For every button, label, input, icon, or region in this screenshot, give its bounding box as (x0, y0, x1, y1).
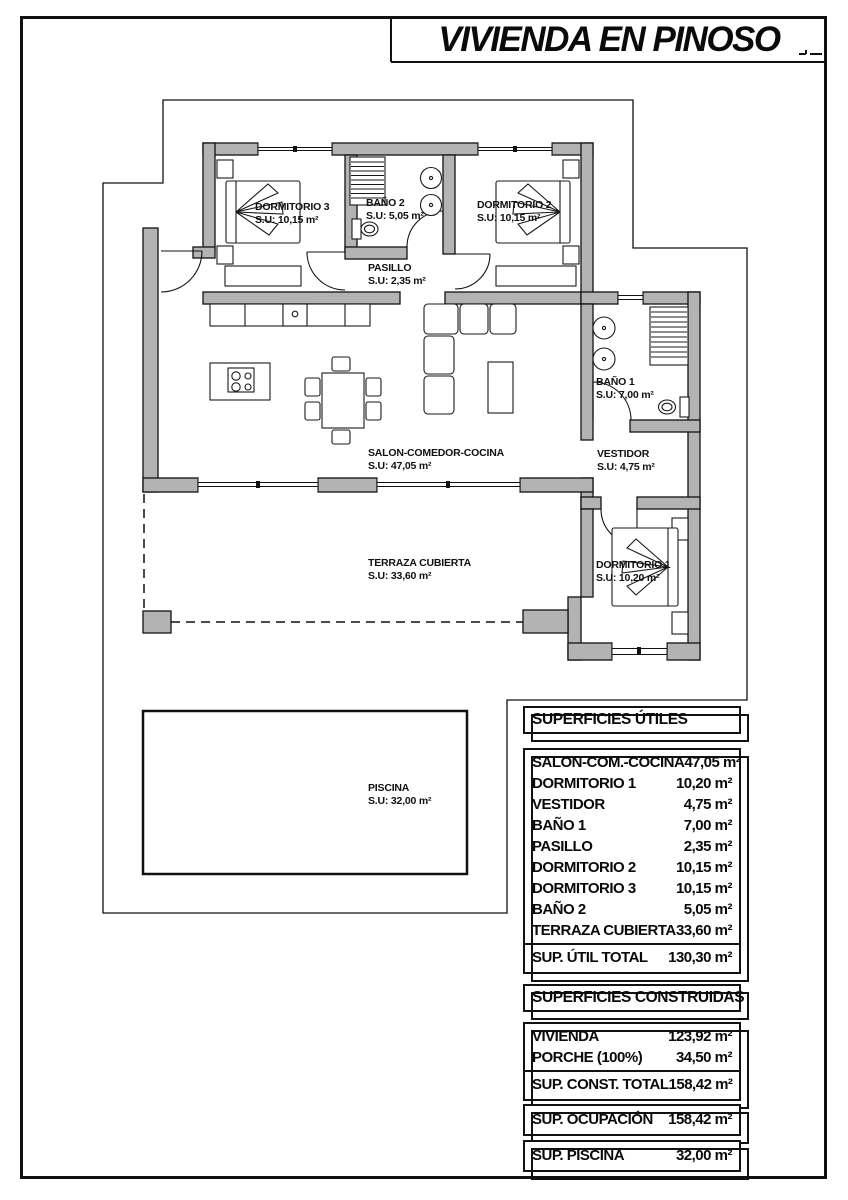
svg-text:S.U: 5,05 m²: S.U: 5,05 m² (366, 210, 424, 222)
table-row (525, 1144, 739, 1168)
svg-text:S.U: 47,05 m²: S.U: 47,05 m² (368, 460, 432, 472)
table-row (525, 773, 739, 794)
sink-icon (593, 317, 615, 370)
svg-text:S.U: 10,15 m²: S.U: 10,15 m² (477, 212, 541, 224)
table-row (525, 857, 739, 878)
row-value: 158,42 m² (668, 1111, 732, 1128)
row-label: PASILLO (532, 838, 593, 855)
row-label: DORMITORIO 1 (532, 775, 636, 792)
window (198, 478, 318, 492)
svg-text:PISCINA: PISCINA (368, 782, 410, 794)
svg-text:S.U: 10,15 m²: S.U: 10,15 m² (255, 214, 319, 226)
table-row (525, 878, 739, 899)
door-dormitorio-2 (455, 254, 490, 289)
piscina-box (523, 1140, 741, 1172)
drawing-title: VIVIENDA EN PINOSO (438, 19, 780, 59)
row-value: 123,92 m² (668, 1028, 732, 1045)
row-label: SUP. CONST. TOTAL (532, 1076, 669, 1093)
window (612, 643, 667, 660)
table-row (525, 836, 739, 857)
toilet-icon (352, 219, 378, 239)
row-label: SUP. PISCINA (532, 1147, 625, 1164)
window (478, 143, 552, 155)
dining-table (322, 373, 364, 428)
tv-bench (488, 362, 513, 413)
nightstand (563, 160, 579, 178)
table-row (525, 1047, 739, 1068)
row-label: SUP. ÚTIL TOTAL (532, 949, 648, 966)
svg-text:PASILLO: PASILLO (368, 262, 412, 274)
row-label: BAÑO 1 (532, 817, 586, 834)
row-value: 158,42 m² (668, 1076, 733, 1093)
svg-text:VESTIDOR: VESTIDOR (597, 448, 650, 460)
row-label: VIVIENDA (532, 1028, 599, 1045)
table-total-row (525, 943, 739, 970)
table-row (525, 1026, 739, 1047)
svg-text:S.U: 2,35 m²: S.U: 2,35 m² (368, 275, 426, 287)
row-label: DORMITORIO 2 (532, 859, 636, 876)
table-row (525, 1108, 739, 1132)
row-value: 7,00 m² (683, 817, 732, 834)
ocupacion-box (523, 1104, 741, 1136)
room-label-dormitorio-3 (255, 201, 330, 226)
toilet-icon (659, 397, 690, 417)
table-row (525, 794, 739, 815)
sink-icon (421, 168, 442, 216)
nightstand (672, 612, 688, 634)
svg-text:TERRAZA CUBIERTA: TERRAZA CUBIERTA (368, 557, 471, 569)
terrace-pillar (143, 611, 171, 633)
row-value: 10,15 m² (675, 859, 732, 876)
svg-text:S.U: 7,00 m²: S.U: 7,00 m² (596, 389, 654, 401)
terrace-pillar (523, 610, 568, 633)
nightstand (217, 246, 233, 264)
utiles-header: SUPERFICIES ÚTILES (523, 706, 741, 734)
construidas-table (523, 1022, 741, 1101)
nightstand (217, 160, 233, 178)
row-label: PORCHE (100%) (532, 1049, 643, 1066)
title-underline-mark (799, 50, 822, 54)
row-value: 10,15 m² (675, 880, 732, 897)
svg-text:SALON-COMEDOR-COCINA: SALON-COMEDOR-COCINA (368, 447, 504, 459)
window (377, 478, 520, 492)
room-label-bano-2 (366, 196, 424, 222)
row-label: VESTIDOR (532, 796, 605, 813)
dining-set (305, 357, 381, 444)
hob-icon (228, 368, 254, 392)
title-block-lines (391, 17, 827, 62)
row-value: 33,60 m² (675, 922, 732, 939)
row-label: TERRAZA CUBIERTA (532, 922, 676, 939)
wardrobe (496, 266, 576, 286)
svg-text:S.U: 10,20 m²: S.U: 10,20 m² (596, 572, 660, 584)
row-label: SALON-COM.-COCINA (532, 754, 685, 771)
sofa (424, 304, 516, 414)
wardrobe (225, 266, 301, 286)
room-label-bano-1 (596, 375, 654, 401)
row-value: 5,05 m² (683, 901, 732, 918)
row-value: 47,05 m² (684, 754, 741, 771)
nightstand (563, 246, 579, 264)
pool-outline (143, 711, 467, 874)
svg-text:BAÑO 2: BAÑO 2 (366, 197, 405, 209)
table-row (525, 752, 739, 773)
room-label-terraza (368, 557, 472, 582)
row-label: BAÑO 2 (532, 901, 586, 918)
table-row (525, 815, 739, 836)
svg-text:S.U: 4,75 m²: S.U: 4,75 m² (597, 461, 655, 473)
row-label: SUP. OCUPACIÓN (532, 1111, 653, 1128)
construidas-header: SUPERFICIES CONSTRUIDAS (523, 984, 741, 1012)
svg-text:DORMITORIO 1: DORMITORIO 1 (596, 559, 671, 571)
row-value: 130,30 m² (668, 949, 732, 966)
row-value: 2,35 m² (683, 838, 732, 855)
room-label-salon (368, 447, 505, 472)
svg-text:DORMITORIO 3: DORMITORIO 3 (255, 201, 330, 213)
table-row (525, 899, 739, 920)
window (258, 143, 332, 155)
shower-icon (650, 307, 688, 365)
svg-text:S.U: 32,00 m²: S.U: 32,00 m² (368, 795, 432, 807)
utiles-table (523, 748, 741, 974)
window (618, 292, 643, 304)
row-value: 10,20 m² (675, 775, 732, 792)
table-row (525, 920, 739, 941)
svg-text:DORMITORIO 2: DORMITORIO 2 (477, 199, 552, 211)
svg-text:S.U: 33,60 m²: S.U: 33,60 m² (368, 570, 432, 582)
room-label-pasillo (368, 262, 426, 287)
row-label: DORMITORIO 3 (532, 880, 636, 897)
row-value: 32,00 m² (675, 1147, 732, 1164)
table-total-row (525, 1070, 739, 1097)
door-dormitorio-3 (307, 252, 345, 290)
row-value: 34,50 m² (675, 1049, 732, 1066)
room-label-vestidor (597, 448, 655, 473)
row-value: 4,75 m² (683, 796, 732, 813)
svg-text:BAÑO 1: BAÑO 1 (596, 376, 635, 388)
